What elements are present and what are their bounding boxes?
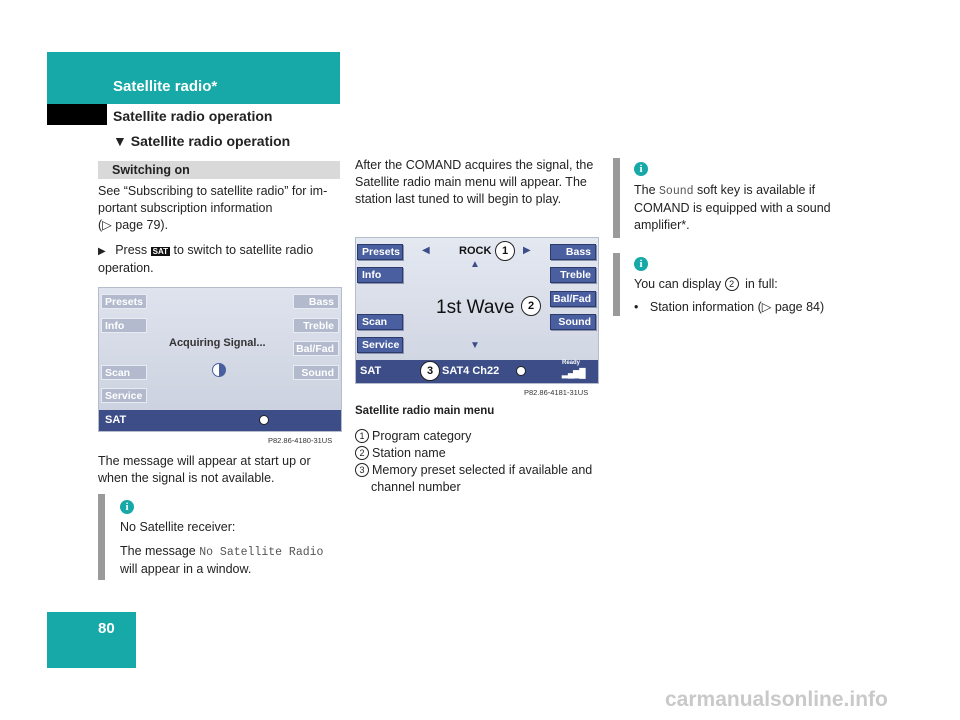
main-menu-screen	[355, 237, 599, 384]
info2-num: 2	[725, 277, 739, 291]
page-heading	[113, 133, 290, 149]
callout-2: 2	[521, 296, 541, 316]
info-icon: i	[634, 162, 648, 176]
info1-post: soft key is available if COMAND is equipped with a sound amplifier*.	[634, 183, 831, 232]
heading-arrow: ▼	[113, 133, 127, 149]
scan-button[interactable]: Scan	[101, 365, 147, 380]
legend-text-3: Memory preset selected if available and channel number	[371, 463, 593, 494]
info2-line1	[634, 276, 849, 293]
station-name: 1st Wave	[436, 297, 515, 318]
info1-pre: The	[634, 183, 656, 197]
legend-item-1	[355, 428, 595, 445]
info2-post: in full:	[745, 277, 778, 291]
step-item	[98, 242, 343, 277]
balfad-button[interactable]: Bal/Fad	[293, 341, 339, 356]
watermark: carmanualsonline.info	[665, 688, 888, 711]
screen2-caption: Satellite radio main menu	[355, 405, 495, 417]
ready-label: Ready	[562, 360, 581, 366]
subsection-title: Satellite radio operation	[113, 108, 273, 124]
info-line2-post: will appear in a window.	[120, 562, 252, 576]
legend-item-2	[355, 445, 595, 462]
info-line2-mono: No Satellite Radio	[199, 546, 324, 559]
sound-button[interactable]: Sound	[293, 365, 339, 380]
balfad-button[interactable]: Bal/Fad	[550, 291, 596, 307]
sat-key-icon: SAT	[152, 247, 169, 256]
screen1-code: P82.86-4180-31US	[268, 436, 333, 445]
legend-text-2: Station name	[372, 446, 446, 460]
info-icon: i	[634, 257, 648, 271]
status-bar	[356, 360, 598, 383]
left-para2: The message will appear at start up or when the signal is not available.	[98, 454, 311, 485]
status-indicator-icon	[259, 415, 269, 425]
up-arrow-icon[interactable]: ▲	[470, 259, 480, 270]
status-bar	[99, 410, 341, 431]
info-bar-right-2	[613, 253, 620, 316]
category-left-arrow-icon[interactable]: ◀	[422, 245, 430, 256]
info-button[interactable]: Info	[101, 318, 147, 333]
subheading-switching-on: Switching on	[98, 161, 340, 179]
service-button[interactable]: Service	[101, 388, 147, 403]
bass-button[interactable]: Bass	[293, 294, 339, 309]
info1-mono: Sound	[659, 185, 694, 198]
scan-button[interactable]: Scan	[357, 314, 403, 330]
acquiring-signal-screen	[98, 287, 342, 432]
info-icon: i	[120, 500, 134, 514]
para1-ref: (▷ page 79).	[98, 218, 169, 232]
step-post: to switch to satellite radio operation.	[98, 243, 314, 275]
treble-button[interactable]: Treble	[550, 267, 596, 283]
info2-bullet	[634, 299, 849, 316]
info1-text	[634, 182, 849, 234]
callout-3: 3	[420, 361, 440, 381]
page-number: 80	[98, 620, 115, 637]
loading-icon	[212, 363, 226, 377]
presets-button[interactable]: Presets	[101, 294, 147, 309]
down-arrow-icon[interactable]: ▼	[470, 340, 480, 351]
header-black-tab	[47, 104, 107, 125]
step-pre: Press	[115, 243, 148, 257]
status-sat: SAT	[105, 414, 127, 426]
info-line1: No Satellite receiver:	[120, 520, 236, 534]
category-right-arrow-icon[interactable]: ▶	[523, 245, 531, 256]
section-title: Satellite radio*	[113, 78, 218, 95]
legend-text-1: Program category	[372, 429, 472, 443]
callout-1: 1	[495, 241, 515, 261]
acquiring-message: Acquiring Signal...	[169, 337, 266, 349]
bullet-dot: •	[634, 300, 639, 314]
info2-bullet-text: Station information (▷ page 84)	[649, 300, 825, 314]
info-bar-right-1	[613, 158, 620, 238]
service-button[interactable]: Service	[357, 337, 403, 353]
middle-para: After the COMAND acquires the signal, the Satellite radio main menu will appear. The station last tuned to will begin to play.	[355, 158, 594, 206]
presets-button[interactable]: Presets	[357, 244, 403, 260]
bass-button[interactable]: Bass	[550, 244, 596, 260]
heading-text: Satellite radio operation	[130, 133, 291, 149]
left-para1	[98, 183, 343, 234]
legend-num-2: 2	[355, 446, 369, 460]
status-indicator-icon	[516, 366, 526, 376]
page-number-box	[47, 612, 136, 668]
sound-button[interactable]: Sound	[550, 314, 596, 330]
legend-num-1: 1	[355, 429, 369, 443]
status-sat: SAT	[360, 365, 382, 377]
step-marker: ▶	[98, 246, 106, 257]
para1-text: See “Subscribing to satellite radio” for im-portant subscription information	[98, 184, 328, 215]
category-label: ROCK	[459, 245, 492, 257]
signal-strength-icon: ▂▄▆█	[562, 368, 585, 378]
legend-item-3	[355, 462, 599, 496]
info2-pre: You can display	[634, 277, 722, 291]
treble-button[interactable]: Treble	[293, 318, 339, 333]
info-line2-pre: The message	[120, 544, 196, 558]
legend-num-3: 3	[355, 463, 369, 477]
info-bar-left	[98, 494, 105, 580]
info-line2	[120, 543, 340, 578]
screen2-code: P82.86-4181-31US	[524, 388, 589, 397]
info-button[interactable]: Info	[357, 267, 403, 283]
status-channel: SAT4 Ch22	[442, 365, 500, 377]
